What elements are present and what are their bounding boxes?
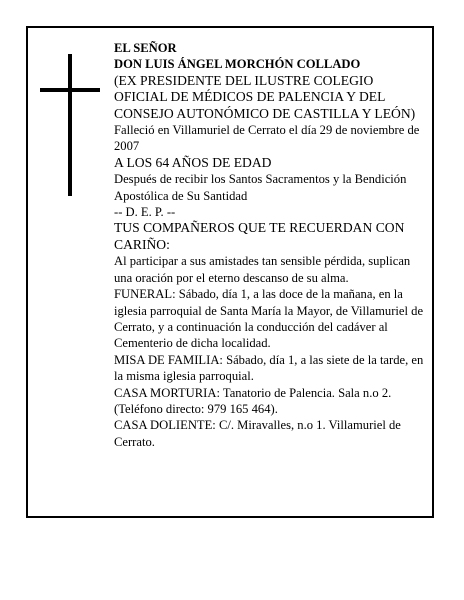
rip: -- D. E. P. -- [114,205,176,220]
prayer-request: Al participar a sus amistades tan sensible pérdida, suplican una oración por el eterno descanso de su alma. [114,254,411,285]
deceased-name: DON LUIS ÁNGEL MORCHÓN COLLADO [114,57,361,72]
from-colleagues: TUS COMPAÑEROS QUE TE RECUERDAN CON CARIÑO: [114,220,405,252]
cross-icon-bar [40,88,100,92]
funeral-info: FUNERAL: Sábado, día 1, a las doce de la mañana, en la iglesia parroquial de Santa María la Mayor, de Villamuriel de Cerrato, y a continuación la conducción del cadáver al Cementerio de dicha localidad. [114,287,424,351]
obituary-notice [26,26,434,518]
notice-text [114,40,424,450]
family-mass-info: MISA DE FAMILIA: Sábado, día 1, a las siete de la tarde, en la misma iglesia parroquial. [114,352,424,384]
home-info: CASA DOLIENTE: C/. Miravalles, n.o 1. Villamuriel de Cerrato. [114,418,401,449]
notice-title: EL SEÑOR [114,41,177,55]
cross-icon [68,54,72,196]
sacraments: Después de recibir los Santos Sacramentos y la Bendición Apostólica de Su Santidad [114,172,407,203]
deceased-role: (EX PRESIDENTE DEL ILUSTRE COLEGIO OFICIAL DE MÉDICOS DE PALENCIA Y DEL CONSEJO AUTONÓMICO DE CASTILLA Y LEÓN) [114,72,416,121]
death-info: Falleció en Villamuriel de Cerrato el día 29 de noviembre de 2007 [114,123,420,154]
mortuary-info: CASA MORTURIA: Tanatorio de Palencia. Sala n.o 2. (Teléfono directo: 979 165 464). [114,385,392,416]
age: A LOS 64 AÑOS DE EDAD [114,154,272,170]
